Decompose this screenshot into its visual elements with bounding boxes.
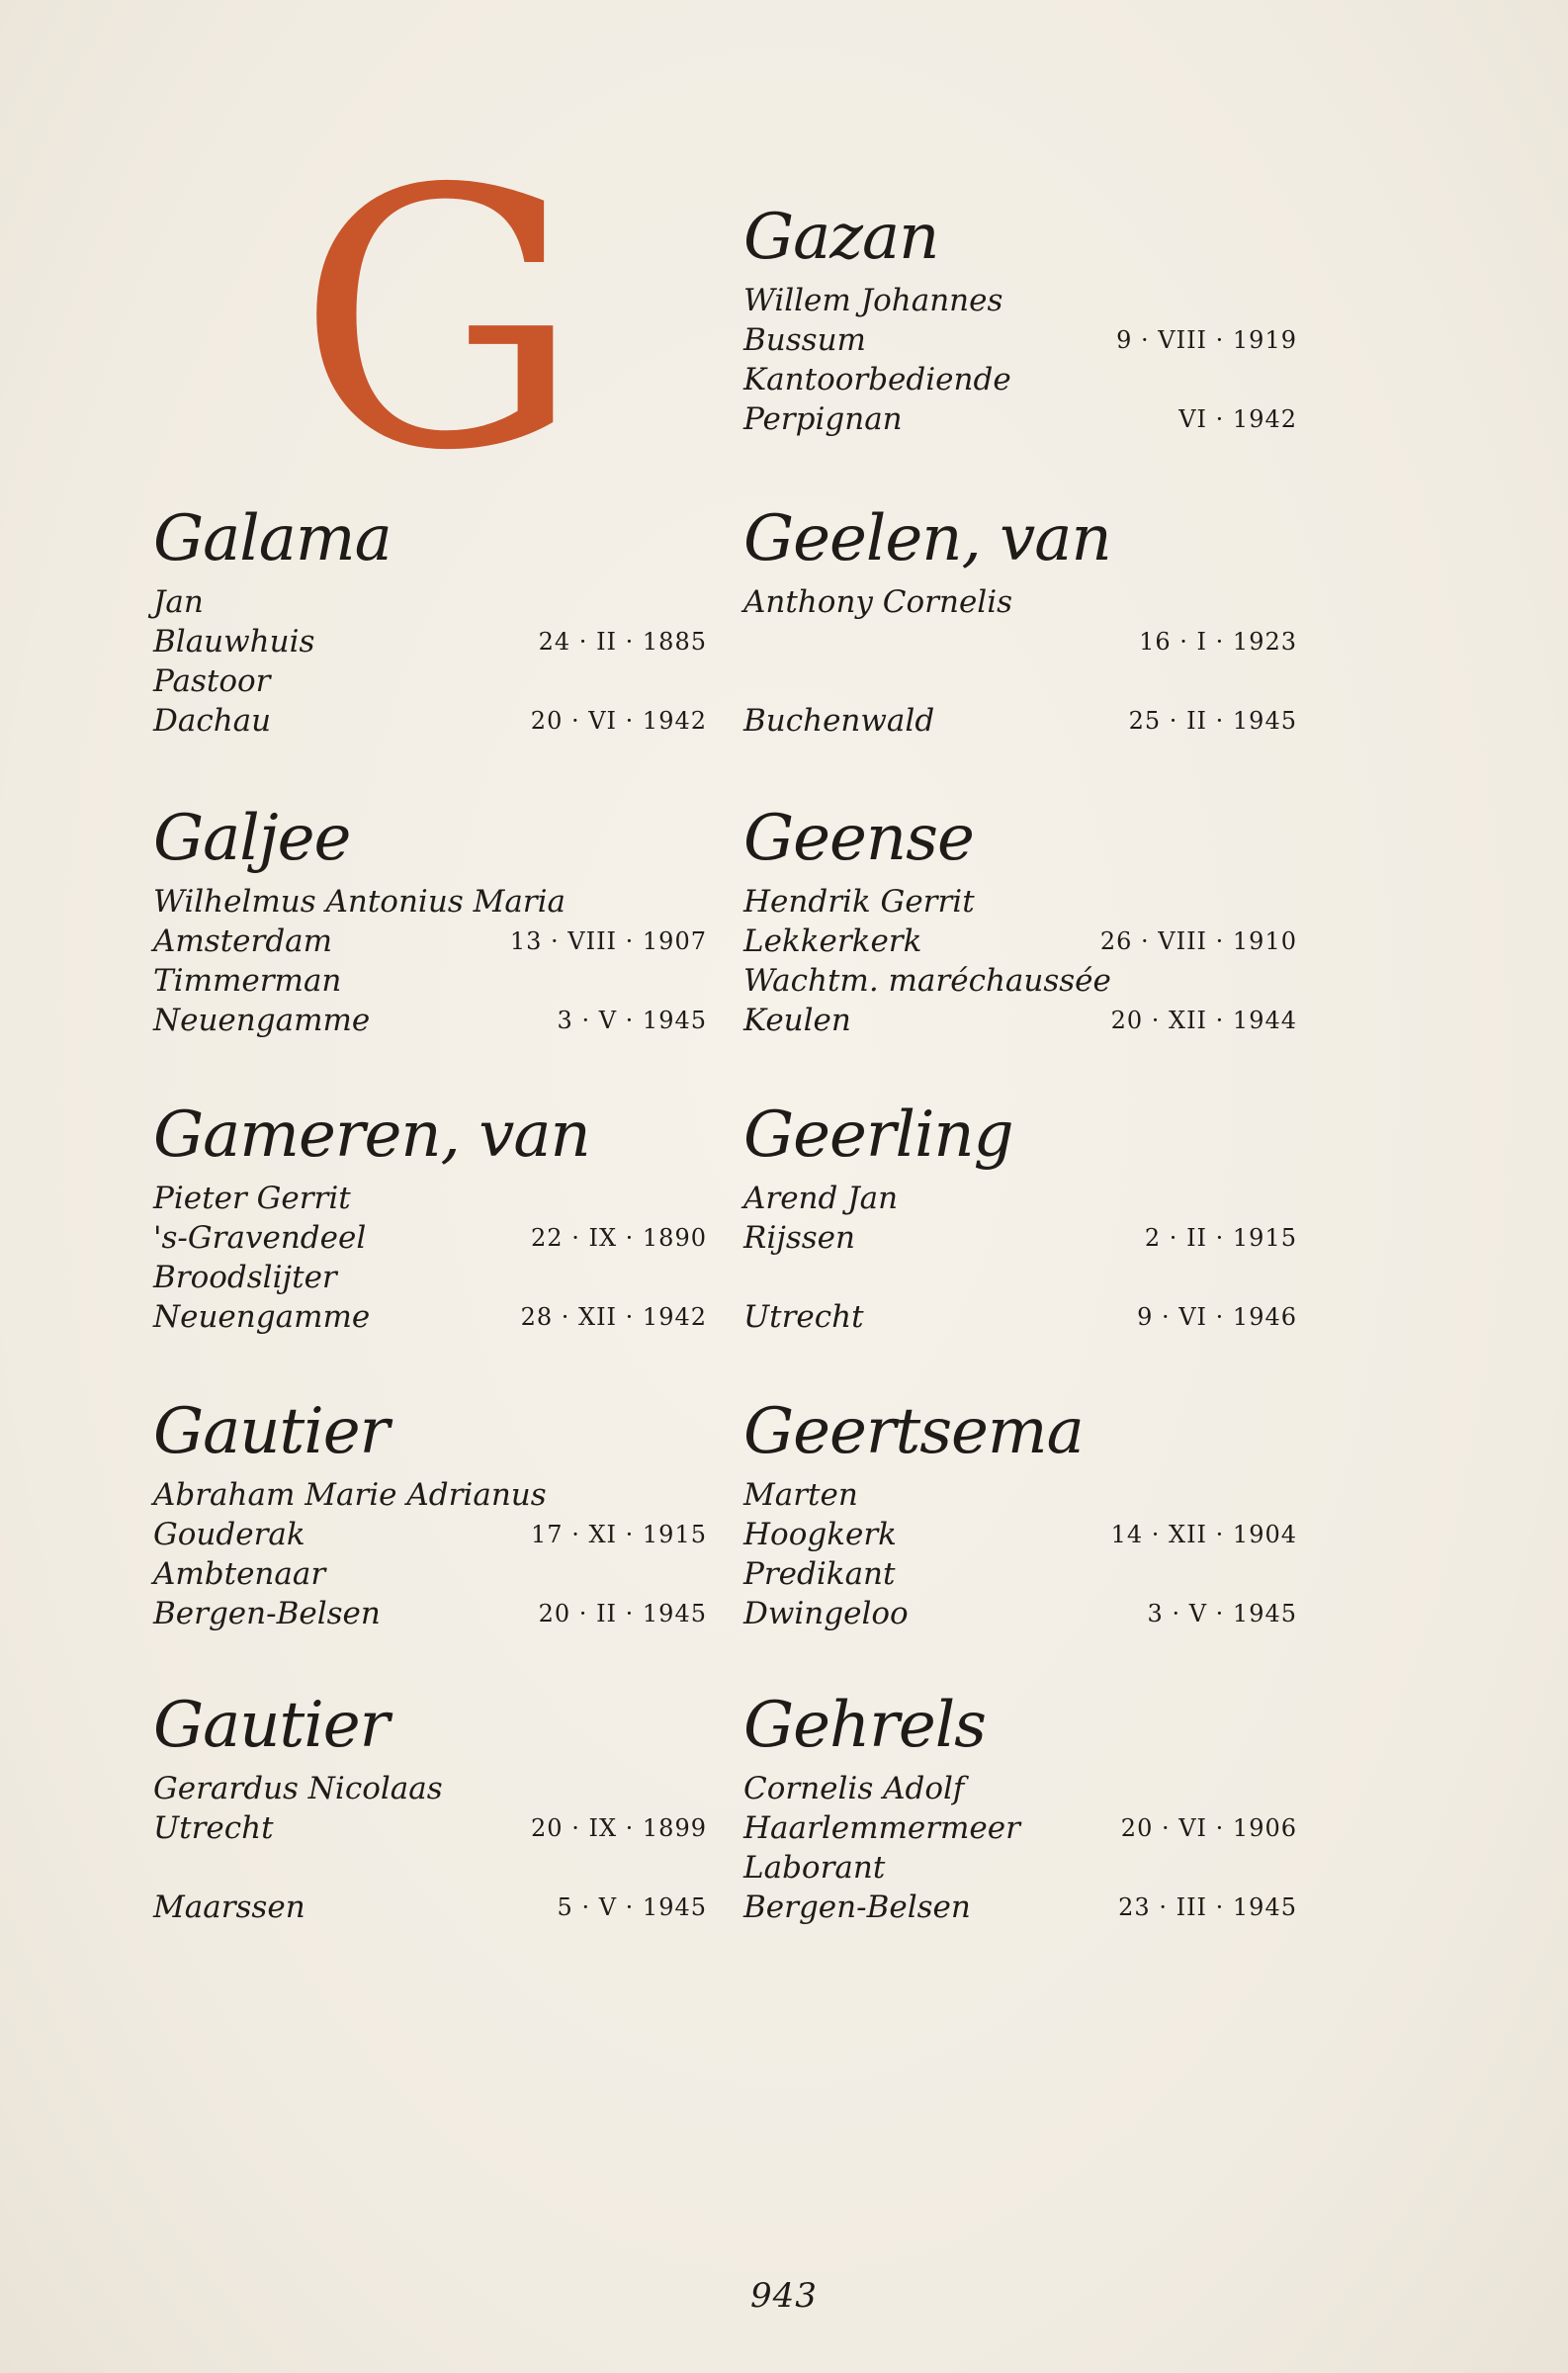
entry-birth	[153, 1515, 707, 1554]
entry-surname: Gautier	[153, 1689, 390, 1762]
entry-death-place: Bergen-Belsen	[153, 1596, 381, 1631]
entry-death-date: 20 · VI · 1942	[530, 707, 707, 735]
entry-birth-date: 20 · VI · 1906	[1120, 1814, 1297, 1842]
name-entry	[153, 1392, 707, 1633]
name-entry	[153, 1686, 707, 1927]
entry-birth	[153, 922, 707, 961]
entry-death-place: Perpignan	[743, 401, 903, 437]
entry-occupation: Predikant	[743, 1556, 896, 1592]
entry-birthplace: Utrecht	[153, 1810, 274, 1846]
entry-death	[743, 1001, 1297, 1040]
entry-death-date: 25 · II · 1945	[1128, 707, 1297, 735]
page-number: 943	[750, 2276, 818, 2316]
entry-surname: Galjee	[153, 802, 351, 875]
entry-occupation: Laborant	[743, 1850, 886, 1886]
entry-death-place: Dachau	[153, 703, 272, 739]
name-entry	[153, 799, 707, 1040]
entry-death	[153, 1297, 707, 1337]
entry-occupation: Broodslijter	[153, 1260, 337, 1295]
entry-occupation: Timmerman	[153, 963, 342, 999]
entry-death-date: 3 · V · 1945	[557, 1007, 707, 1034]
entry-death-date: 28 · XII · 1942	[520, 1303, 707, 1331]
entry-death-date: 20 · XII · 1944	[1110, 1007, 1297, 1034]
entry-birthplace: Gouderak	[153, 1517, 305, 1552]
entry-occupation: Ambtenaar	[153, 1556, 326, 1592]
entry-surname: Gehrels	[743, 1689, 986, 1762]
name-entry	[743, 499, 1297, 741]
entry-birth-date: 2 · II · 1915	[1144, 1224, 1297, 1252]
entry-occupation: Kantoorbediende	[743, 362, 1011, 397]
entry-occupation: Wachtm. maréchaussée	[743, 963, 1111, 999]
entry-surname: Gazan	[743, 201, 939, 274]
entry-death-date: 9 · VI · 1946	[1137, 1303, 1297, 1331]
entry-first-names: Gerardus Nicolaas	[153, 1771, 443, 1806]
name-entry	[743, 198, 1297, 439]
entry-birthplace: Lekkerkerk	[743, 923, 922, 959]
entry-occupation: Pastoor	[153, 663, 271, 699]
entry-surname: Geerling	[743, 1099, 1013, 1172]
entry-death-date: 5 · V · 1945	[557, 1893, 707, 1921]
name-entry	[153, 499, 707, 741]
entry-birth	[153, 622, 707, 661]
entry-death-date: 3 · V · 1945	[1147, 1600, 1297, 1627]
entry-birth-date: 16 · I · 1923	[1139, 628, 1297, 656]
entry-birthplace: Blauwhuis	[153, 624, 315, 659]
entry-birth-date: 13 · VIII · 1907	[509, 927, 707, 955]
entry-death-place: Bergen-Belsen	[743, 1890, 971, 1925]
entry-first-names: Hendrik Gerrit	[743, 884, 975, 920]
entry-occupation	[153, 1848, 707, 1888]
entry-death-date: VI · 1942	[1178, 405, 1297, 433]
entry-death	[743, 399, 1297, 439]
entry-death-place: Buchenwald	[743, 703, 935, 739]
entry-birthplace: Rijssen	[743, 1220, 855, 1256]
entry-death	[153, 1888, 707, 1927]
entry-death-place: Keulen	[743, 1003, 851, 1038]
entry-death-date: 20 · II · 1945	[538, 1600, 707, 1627]
entry-surname: Geertsema	[743, 1395, 1084, 1468]
entry-occupation	[743, 1258, 1297, 1297]
entry-birth	[743, 320, 1297, 360]
entry-death-place: Neuengamme	[153, 1003, 371, 1038]
entry-birth	[153, 1808, 707, 1848]
entry-death	[153, 1594, 707, 1633]
entry-birth-date: 14 · XII · 1904	[1110, 1521, 1297, 1548]
entry-birth-date: 17 · XI · 1915	[531, 1521, 707, 1548]
name-entry	[153, 1096, 707, 1337]
entry-birth-date: 26 · VIII · 1910	[1099, 927, 1297, 955]
entry-first-names: Marten	[743, 1477, 858, 1513]
entry-birthplace: 's-Gravendeel	[153, 1220, 367, 1256]
entry-birth	[153, 1218, 707, 1258]
entry-death-place: Neuengamme	[153, 1299, 371, 1335]
entry-birth	[743, 922, 1297, 961]
entry-death	[743, 1297, 1297, 1337]
entry-birth-date: 24 · II · 1885	[538, 628, 707, 656]
name-entry	[743, 1392, 1297, 1633]
entry-birthplace: Amsterdam	[153, 923, 333, 959]
entry-first-names: Pieter Gerrit	[153, 1181, 351, 1216]
name-entry	[743, 799, 1297, 1040]
entry-first-names: Wilhelmus Antonius Maria	[153, 884, 566, 920]
entry-death	[153, 1001, 707, 1040]
entry-birth-date: 20 · IX · 1899	[531, 1814, 707, 1842]
entry-birthplace: Bussum	[743, 322, 866, 358]
entry-occupation	[743, 661, 1297, 701]
entry-birth	[743, 1808, 1297, 1848]
entry-first-names: Anthony Cornelis	[743, 584, 1013, 620]
entry-death-place: Maarssen	[153, 1890, 305, 1925]
entry-death	[743, 1888, 1297, 1927]
entry-death-date: 23 · III · 1945	[1118, 1893, 1297, 1921]
entry-birthplace: Haarlemmermeer	[743, 1810, 1020, 1846]
entry-surname: Geense	[743, 802, 974, 875]
entry-death	[743, 1594, 1297, 1633]
name-entry	[743, 1096, 1297, 1337]
entry-surname: Galama	[153, 502, 392, 575]
entry-surname: Gameren, van	[153, 1099, 590, 1172]
entry-death	[153, 701, 707, 741]
entry-first-names: Cornelis Adolf	[743, 1771, 965, 1806]
entry-death-place: Utrecht	[743, 1299, 864, 1335]
entry-surname: Geelen, van	[743, 502, 1111, 575]
entry-first-names: Abraham Marie Adrianus	[153, 1477, 547, 1513]
entry-birth	[743, 622, 1297, 661]
entry-first-names: Willem Johannes	[743, 283, 1003, 318]
entry-birthplace: Hoogkerk	[743, 1517, 897, 1552]
entry-surname: Gautier	[153, 1395, 390, 1468]
entry-birth-date: 9 · VIII · 1919	[1116, 326, 1297, 354]
entry-death-place: Dwingeloo	[743, 1596, 909, 1631]
entry-birth-date: 22 · IX · 1890	[531, 1224, 707, 1252]
decorated-initial-letter: G	[297, 114, 581, 528]
entry-first-names: Jan	[153, 584, 204, 620]
entry-birth	[743, 1515, 1297, 1554]
entry-death	[743, 701, 1297, 741]
entry-first-names: Arend Jan	[743, 1181, 899, 1216]
entry-birth	[743, 1218, 1297, 1258]
name-entry	[743, 1686, 1297, 1927]
